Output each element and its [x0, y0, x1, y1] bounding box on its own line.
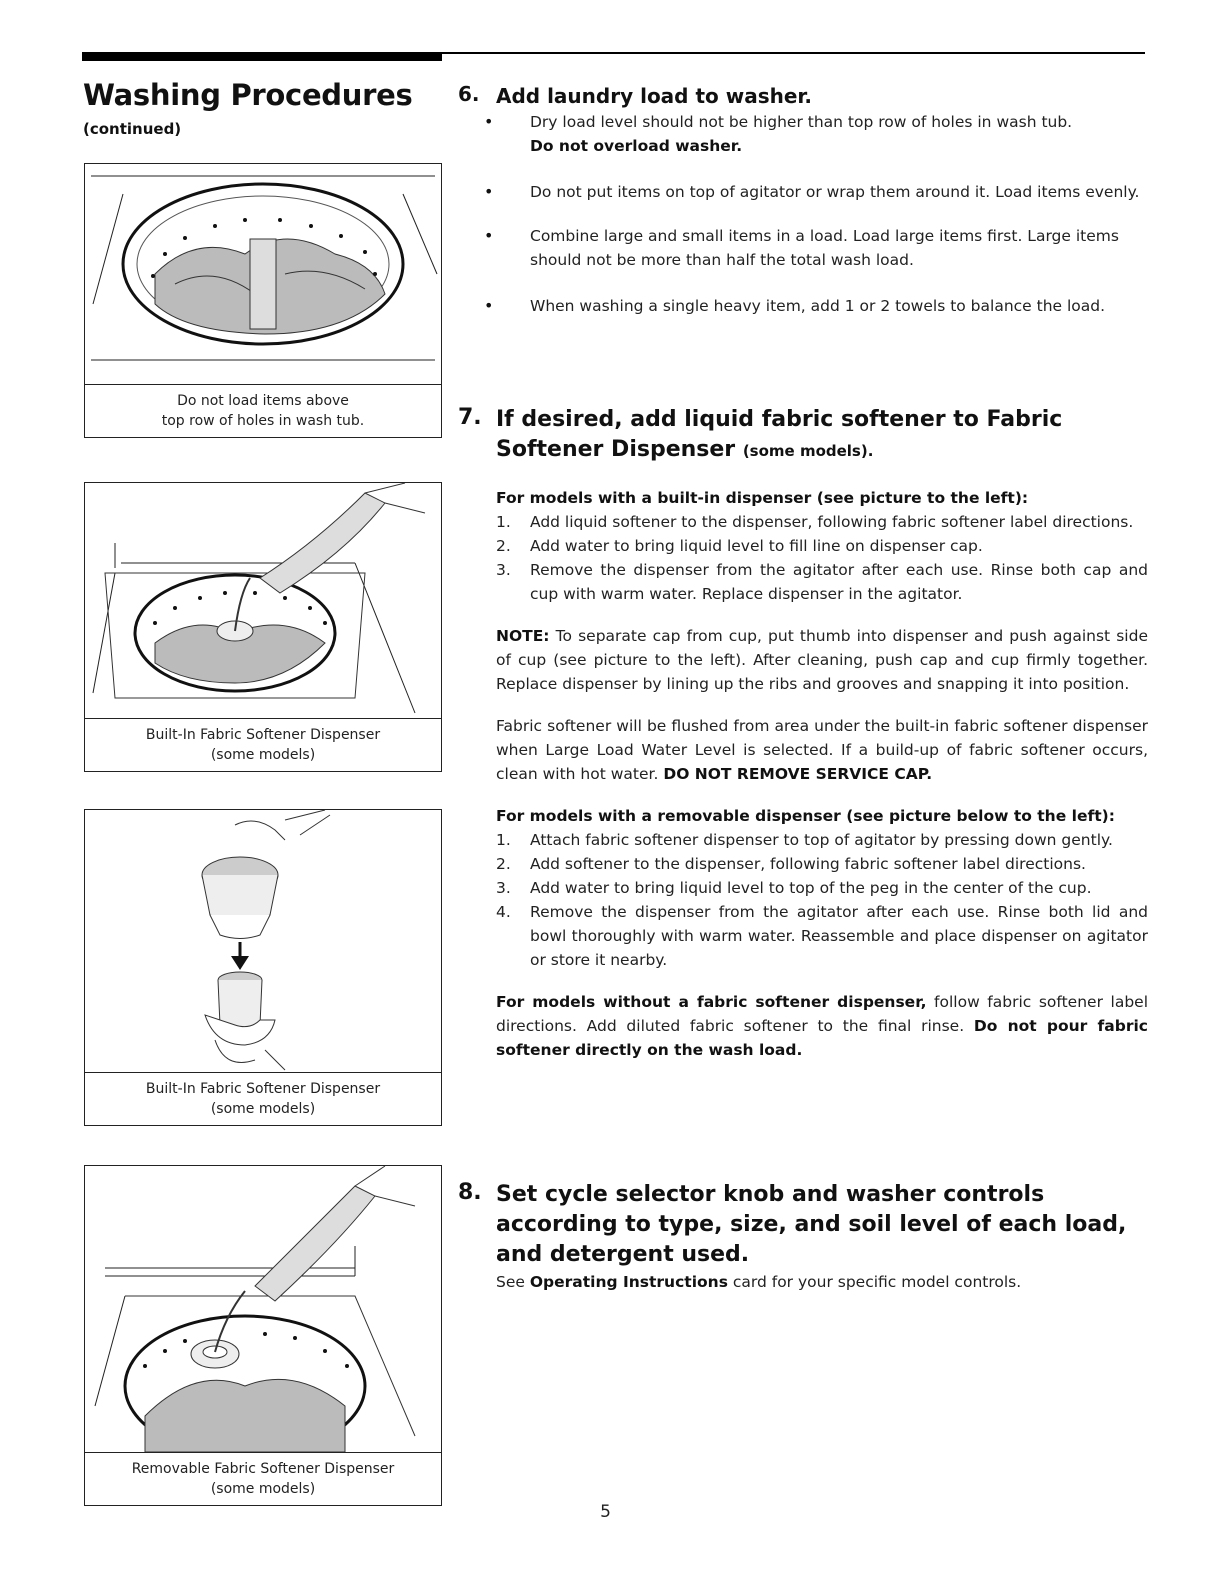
step-title: Set cycle selector knob and washer controls according to type, size, and soil level of each load, and detergent used. [496, 1182, 1127, 1267]
step-6 [458, 82, 1148, 318]
no-dispenser-paragraph: For models without a fabric softener dispenser, follow fabric softener label directions. Add diluted fabric softener to the final rinse. Do not pour fabric softener directly on the wash load. [496, 993, 1148, 1059]
figure-caption: Built-In Fabric Softener Dispenser (some models) [145, 727, 381, 763]
step-8 [458, 1180, 1148, 1294]
step-8-text: See Operating Instructions card for your specific model controls. [496, 1273, 1022, 1291]
wash-tub-illustration [85, 164, 441, 385]
builtin-heading: For models with a built-in dispenser (see picture to the left): [496, 489, 1029, 507]
list-item: 4. Remove the dispenser from the agitator after each use. Rinse both lid and bowl thoroughly with warm water. Reassemble and place dispenser on agitator or store it nearby. [496, 903, 1148, 969]
list-item: • When washing a single heavy item, add 1 or 2 towels to balance the load. [530, 294, 1148, 318]
figure-caption: Removable Fabric Softener Dispenser (some models) [131, 1461, 395, 1497]
step-7 [458, 405, 1148, 1062]
list-item: • Do not put items on top of agitator or wrap them around it. Load items evenly. [530, 180, 1148, 204]
page-title: Washing Procedures [83, 78, 413, 112]
list-item: 3. Add water to bring liquid level to top of the peg in the center of the cup. [496, 879, 1092, 897]
list-item: • Dry load level should not be higher than top row of holes in wash tub. Do not overload washer. [530, 110, 1148, 158]
list-item: 1. Attach fabric softener dispenser to top of agitator by pressing down gently. [496, 831, 1113, 849]
list-item: 2. Add softener to the dispenser, following fabric softener label directions. [496, 855, 1086, 873]
note-paragraph: NOTE: To separate cap from cup, put thumb into dispenser and push against side of cup (see picture to the left). After cleaning, push cap and cup firmly together. Replace dispenser by lining up the ribs and grooves and snapping it into position. [496, 627, 1148, 693]
step-title: If desired, add liquid fabric softener to Fabric Softener Dispenser (some models). [496, 407, 1063, 462]
header-rule-thick [82, 52, 442, 61]
header-rule-thin [442, 52, 1145, 54]
figure-dispenser-parts [84, 809, 442, 1126]
page-number: 5 [600, 1502, 611, 1522]
figure-removable-dispenser [84, 1165, 442, 1506]
figure-caption: Built-In Fabric Softener Dispenser (some models) [145, 1081, 381, 1117]
list-item: 2. Add water to bring liquid level to fill line on dispenser cap. [496, 537, 983, 555]
list-item: 1. Add liquid softener to the dispenser, following fabric softener label directions. [496, 513, 1134, 531]
step-number: 7. [458, 405, 482, 430]
page-subtitle: (continued) [83, 120, 182, 138]
flush-paragraph: Fabric softener will be flushed from area under the built-in fabric softener dispenser when Large Load Water Level is selected. If a build-up of fabric softener occurs, clean with hot water. DO NOT REMOVE SERVICE CAP. [496, 717, 1148, 783]
step-number: 8. [458, 1180, 482, 1205]
removable-heading: For models with a removable dispenser (see picture below to the left): [496, 807, 1115, 825]
figure-wash-tub [84, 163, 442, 438]
figure-builtin-dispenser [84, 482, 442, 772]
list-item: • Combine large and small items in a load. Load large items first. Large items should not be more than half the total wash load. [530, 224, 1148, 272]
step-number: 6. [458, 82, 480, 106]
list-item: 3. Remove the dispenser from the agitator after each use. Rinse both cap and cup with warm water. Replace dispenser in the agitator. [496, 561, 1148, 603]
figure-caption: Do not load items above top row of holes in wash tub. [161, 393, 365, 429]
removable-dispenser-illustration [85, 1166, 441, 1453]
builtin-dispenser-illustration [85, 483, 441, 719]
dispenser-parts-illustration [85, 810, 441, 1073]
step-title: Add laundry load to washer. [496, 84, 813, 108]
